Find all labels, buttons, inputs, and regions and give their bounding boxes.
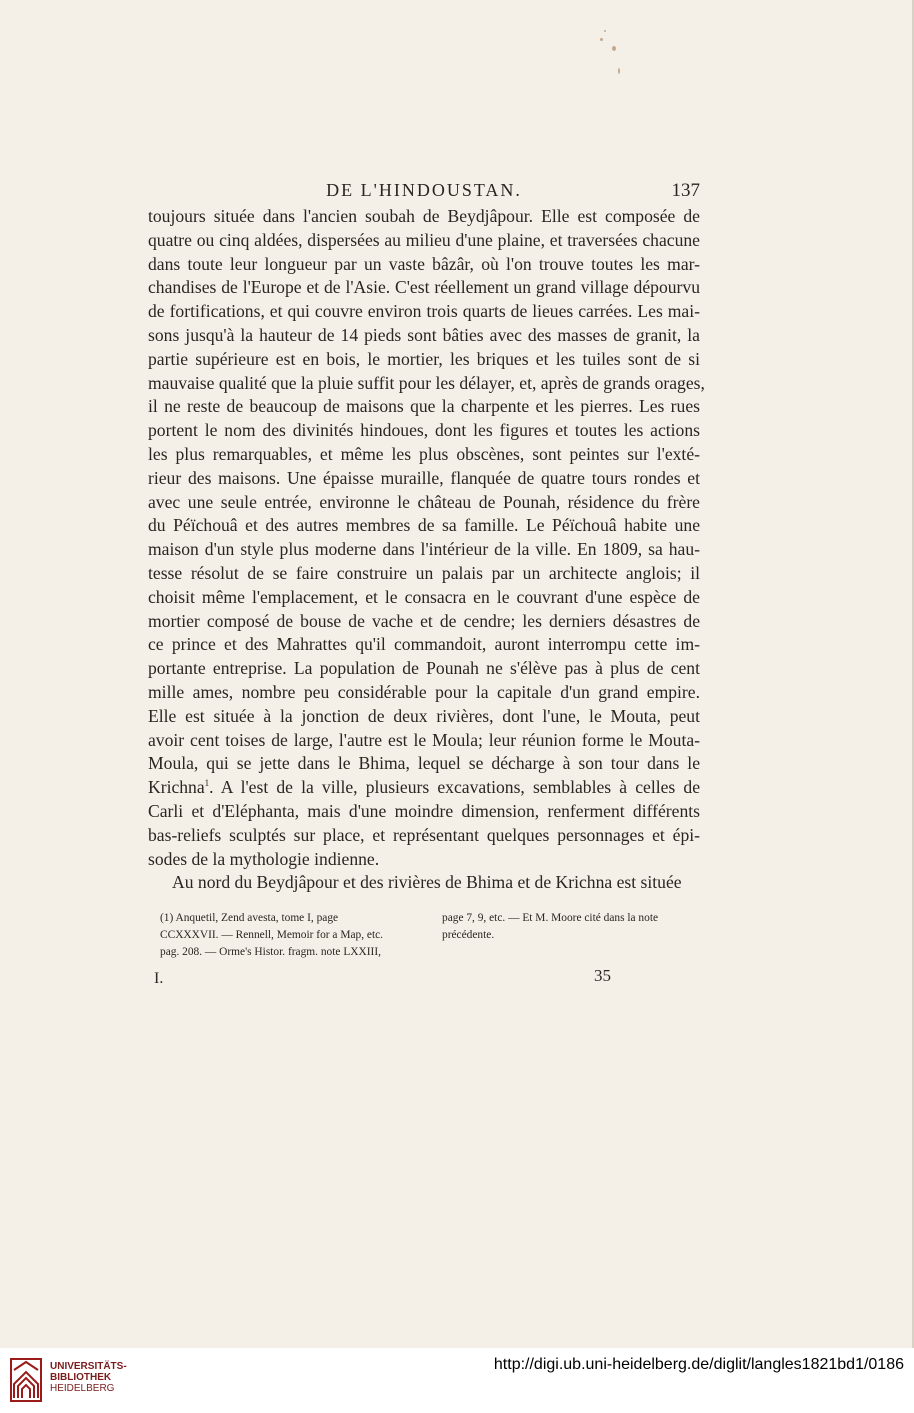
text-segment: Krichna	[148, 777, 205, 798]
library-name	[50, 1361, 127, 1394]
footnote-column-left	[160, 910, 420, 961]
text-line: il ne reste de beaucoup de maisons que la charpente et les pierres. Les rues	[148, 396, 700, 417]
text-line: dans toute leur longueur par un vaste bâzâr, où l'on trouve toutes les mar-	[148, 253, 700, 274]
footnote-line: (1) Anquetil, Zend avesta, tome I, page	[160, 912, 339, 924]
volume-signature: I.	[154, 970, 164, 987]
text-line: avoir cent toises de large, l'autre est le Moula; leur réunion forme le Mouta-	[148, 729, 700, 750]
footnote-marker: 1	[204, 778, 210, 789]
text-line: partie supérieure est en bois, le mortier, les briques et les tuiles sont de si	[148, 348, 700, 369]
library-logo-icon	[10, 1358, 42, 1402]
text-line: Moula, qui se jette dans le Bhima, lequel se décharge à son tour dans le	[148, 753, 700, 774]
text-line: de fortifications, et qui couvre environ trois quarts de lieues carrées. Les mai-	[148, 301, 700, 322]
library-name-line: BIBLIOTHEK	[50, 1372, 112, 1383]
footnote-line: CCXXXVII. — Rennell, Memoir for a Map, etc.	[160, 929, 384, 941]
text-line-with-footnote	[148, 776, 700, 800]
paper-speck	[612, 46, 616, 51]
text-line: du Péïchouâ et des autres membres de sa famille. Le Péïchouâ habite une	[148, 515, 700, 536]
text-line: sons jusqu'à la hauteur de 14 pieds sont bâties avec des masses de granit, la	[148, 324, 700, 345]
page-header	[148, 176, 700, 206]
text-line: ce prince et des Mahrattes qu'il commandoit, auront interrompu cette im-	[148, 634, 700, 655]
library-name-line: HEIDELBERG	[50, 1383, 115, 1394]
page-number: 137	[671, 180, 700, 201]
text-line: portante entreprise. La population de Pounah ne s'élève pas à plus de cent	[148, 658, 700, 679]
text-line: Au nord du Beydjâpour et des rivières de Bhima et de Krichna est située	[172, 872, 682, 893]
text-line: rieur des maisons. Une épaisse muraille, flanquée de quatre tours rondes et	[148, 467, 700, 488]
text-line: sodes de la mythologie indienne.	[148, 848, 380, 869]
text-line: tesse résolut de se faire construire un palais par un architecte anglois; il	[148, 562, 700, 583]
text-line: Carli et d'Eléphanta, mais d'une moindre dimension, renferment différents	[148, 800, 700, 821]
footnote-line: page 7, 9, etc. — Et M. Moore cité dans la note	[442, 912, 659, 924]
text-line: les plus remarquables, et même les plus obscènes, sont peintes sur l'exté-	[148, 443, 700, 464]
text-line: choisit même l'emplacement, et le consacra en le couvrant d'une espèce de	[148, 586, 700, 607]
text-line: mortier composé de bouse de vache et de cendre; les derniers désastres de	[148, 610, 700, 631]
footnote-line: précédente.	[442, 929, 495, 941]
paper-speck	[618, 68, 620, 74]
body-text	[148, 205, 705, 895]
text-line: quatre ou cinq aldées, dispersées au milieu d'une plaine, et traversées chacune	[148, 229, 700, 250]
footnote-line: pag. 208. — Orme's Histor. fragm. note LXXIII,	[160, 946, 381, 958]
text-segment: . A l'est de la ville, plusieurs excavations, semblables à celles de	[209, 777, 700, 798]
paper-speck	[600, 38, 603, 41]
library-name-line: UNIVERSITÄTS-	[50, 1361, 127, 1372]
text-line: Elle est située à la jonction de deux rivières, dont l'une, le Mouta, peut	[148, 705, 700, 726]
text-line: mauvaise qualité que la pluie suffit pour les délayer, et, après de grands orages,	[148, 372, 705, 393]
footnotes	[148, 910, 700, 962]
text-line: avec une seule entrée, environne le château de Pounah, résidence du frère	[148, 491, 700, 512]
sheet-signature: 35	[594, 966, 611, 985]
paper-speck	[604, 30, 606, 32]
source-url-link[interactable]: http://digi.ub.uni-heidelberg.de/diglit/langles1821bd1/0186	[493, 1356, 904, 1373]
text-line: toujours située dans l'ancien soubah de Beydjâpour. Elle est composée de	[148, 206, 700, 226]
running-title: DE L'HINDOUSTAN.	[326, 180, 522, 200]
text-line: mille ames, nombre peu considérable pour la capitale d'un grand empire.	[148, 681, 700, 702]
text-line: portent le nom des divinités hindoues, dont les figures et toutes les actions	[148, 420, 700, 441]
text-line: bas-reliefs sculptés sur place, et représentant quelques personnages et épi-	[148, 824, 700, 845]
text-line: chandises de l'Europe et de l'Asie. C'est réellement un grand village dépourvu	[148, 277, 700, 298]
footnote-column-right	[442, 910, 700, 944]
text-line: maison d'un style plus moderne dans l'intérieur de la ville. En 1809, sa hau-	[148, 539, 700, 560]
